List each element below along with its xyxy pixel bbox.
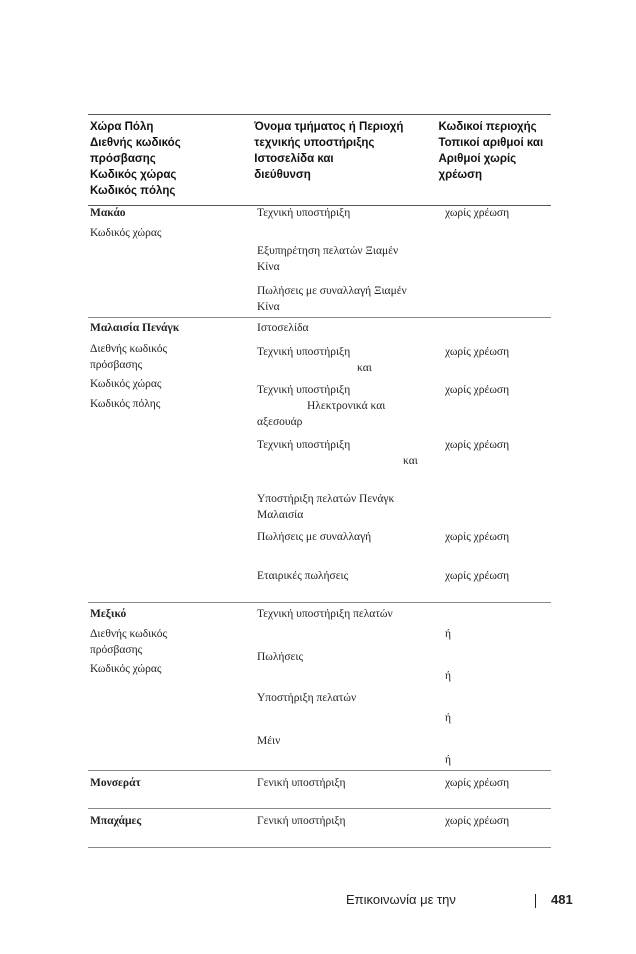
country-detail: πρόσβασης: [90, 644, 143, 656]
department-text: Τεχνική υποστήριξη: [257, 439, 351, 451]
country-detail: Κωδικός χώρας: [90, 227, 162, 239]
department-text: Πωλήσεις με συναλλαγή Ξιαμέν: [257, 285, 407, 297]
department-text: Κίνα: [257, 261, 280, 273]
row-divider: [88, 770, 551, 771]
row-divider: [88, 847, 551, 848]
header-text: διεύθυνση: [254, 169, 311, 181]
country-name: Μαλαισία Πενάγκ: [90, 322, 180, 334]
department-text: Τεχνική υποστήριξη: [257, 207, 351, 219]
number-text: χωρίς χρέωση: [445, 531, 510, 543]
department-text: Ιστοσελίδα: [257, 322, 309, 334]
number-text: χωρίς χρέωση: [445, 570, 510, 582]
number-text: χωρίς χρέωση: [445, 207, 510, 219]
footer-section-title: Επικοινωνία με την: [346, 892, 456, 907]
country-name: Μπαχάμες: [90, 815, 142, 827]
department-text: Πωλήσεις με συναλλαγή: [257, 531, 372, 543]
row-divider: [88, 602, 551, 603]
department-text: Τεχνική υποστήριξη: [257, 346, 351, 358]
number-text: ή: [445, 754, 452, 766]
department-text: Εξυπηρέτηση πελατών Ξιαμέν: [257, 245, 399, 257]
country-detail: Κωδικός πόλης: [90, 398, 161, 410]
number-text: χωρίς χρέωση: [445, 346, 510, 358]
header-text: τεχνικής υποστήριξης: [254, 137, 375, 149]
row-divider: [88, 317, 551, 318]
country-detail: Κωδικός χώρας: [90, 378, 162, 390]
department-text: Κίνα: [257, 301, 280, 313]
number-text: χωρίς χρέωση: [445, 384, 510, 396]
country-name: Μεξικό: [90, 608, 127, 620]
department-text: και: [403, 455, 418, 467]
footer-separator: [535, 894, 536, 908]
country-detail: πρόσβασης: [90, 359, 143, 371]
department-text: Μέιν: [257, 735, 281, 747]
number-text: ή: [445, 670, 452, 682]
header-text: Κωδικοί περιοχής: [438, 121, 537, 133]
department-text: Υποστήριξη πελατών: [257, 692, 357, 704]
header-text: Αριθμοί χωρίς: [438, 153, 517, 165]
department-text: Τεχνική υποστήριξη: [257, 384, 351, 396]
country-detail: Διεθνής κωδικός: [90, 343, 168, 355]
department-text: αξεσουάρ: [257, 416, 303, 428]
header-text: πρόσβασης: [90, 153, 156, 165]
header-text: Όνομα τμήματος ή Περιοχή: [254, 121, 404, 133]
header-text: Κωδικός πόλης: [90, 185, 176, 197]
department-text: και: [357, 362, 372, 374]
department-text: Εταιρικές πωλήσεις: [257, 570, 349, 582]
header-text: Χώρα Πόλη: [90, 121, 154, 133]
number-text: χωρίς χρέωση: [445, 777, 510, 789]
country-name: Μονσεράτ: [90, 777, 141, 789]
country-detail: Κωδικός χώρας: [90, 663, 162, 675]
header-text: Κωδικός χώρας: [90, 169, 177, 181]
header-text: Τοπικοί αριθμοί και: [438, 137, 544, 149]
country-name: Μακάο: [90, 207, 126, 219]
number-text: ή: [445, 712, 452, 724]
row-divider: [88, 808, 551, 809]
department-text: Μαλαισία: [257, 509, 304, 521]
header-text: Διεθνής κωδικός: [90, 137, 181, 149]
department-text: Τεχνική υποστήριξη πελατών: [257, 608, 393, 620]
department-text: Γενική υποστήριξη: [257, 815, 346, 827]
header-text: Ιστοσελίδα και: [254, 153, 334, 165]
department-text: Πωλήσεις: [257, 651, 304, 663]
department-text: Ηλεκτρονικά και: [307, 400, 386, 412]
number-text: χωρίς χρέωση: [445, 439, 510, 451]
number-text: χωρίς χρέωση: [445, 815, 510, 827]
number-text: ή: [445, 628, 452, 640]
page-number: 481: [551, 892, 573, 907]
department-text: Γενική υποστήριξη: [257, 777, 346, 789]
country-detail: Διεθνής κωδικός: [90, 628, 168, 640]
header-text: χρέωση: [438, 169, 483, 181]
department-text: Υποστήριξη πελατών Πενάγκ: [257, 493, 395, 505]
